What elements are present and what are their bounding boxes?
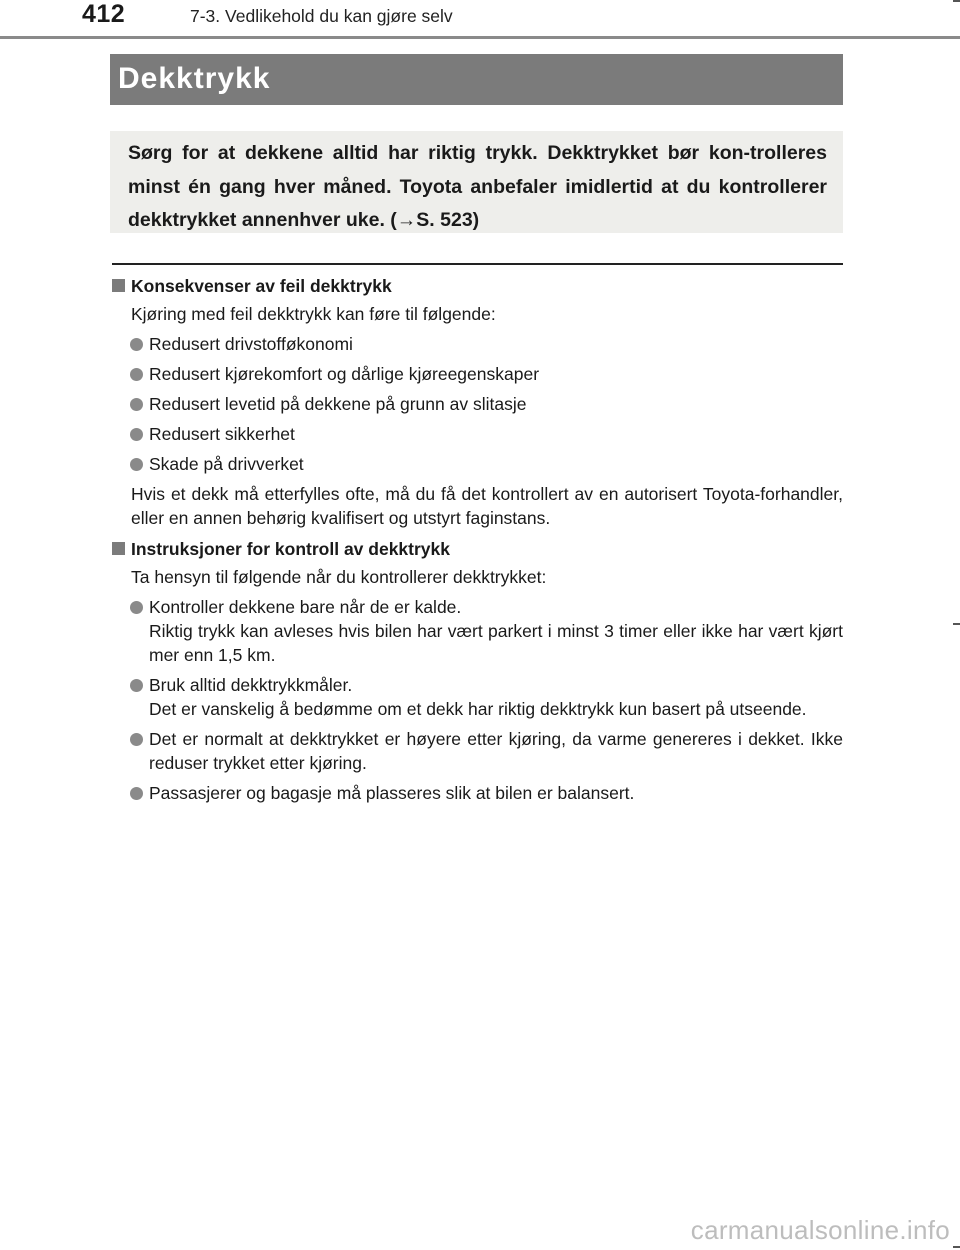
running-head: 7-3. Vedlikehold du kan gjøre selv	[190, 6, 453, 26]
circle-bullet-icon	[130, 601, 143, 614]
circle-bullet-icon	[130, 458, 143, 471]
square-bullet-icon	[112, 542, 125, 555]
list-item-detail: Riktig trykk kan avleses hvis bilen har vært parkert i minst 3 timer eller ikke har vært kjørt mer enn 1,5 km.	[149, 621, 843, 665]
content	[112, 274, 843, 811]
list-item	[112, 422, 843, 446]
list-item-text: Passasjerer og bagasje må plasseres slik at bilen er balansert.	[149, 783, 635, 803]
crop-mark-top	[953, 0, 960, 2]
list-item-text: Det er normalt at dekktrykket er høyere etter kjøring, da varme genereres i dekket. Ikke reduser trykket etter kjøring.	[149, 729, 843, 773]
circle-bullet-icon	[130, 733, 143, 746]
circle-bullet-icon	[130, 428, 143, 441]
list-item	[112, 781, 843, 805]
circle-bullet-icon	[130, 787, 143, 800]
list-item-text: Skade på drivverket	[149, 454, 304, 474]
list-item-text: Redusert levetid på dekkene på grunn av slitasje	[149, 394, 527, 414]
section-rule	[112, 263, 843, 265]
header-rule	[0, 36, 960, 39]
section-heading	[112, 537, 843, 561]
circle-bullet-icon	[130, 368, 143, 381]
page-number: 412	[82, 0, 126, 28]
crop-mark-right	[953, 623, 960, 625]
section-lead: Kjøring med feil dekktrykk kan føre til følgende:	[131, 304, 496, 324]
list-item	[112, 362, 843, 386]
section-closing: Hvis et dekk må etterfylles ofte, må du få det kontrollert av en autorisert Toyota-forhandler, eller en annen behørig kvalifisert og utstyrt faginstans.	[131, 484, 843, 528]
circle-bullet-icon	[130, 338, 143, 351]
square-bullet-icon	[112, 279, 125, 292]
list-item	[112, 673, 843, 721]
intro-text: Sørg for at dekkene alltid har riktig trykk. Dekktrykket bør kon-trolleres minst én gang hver måned. Toyota anbefaler imidlertid at du kontrollerer dekktrykket annenhver uke. (→S. 523)	[128, 142, 827, 231]
section-heading-text: Konsekvenser av feil dekktrykk	[131, 276, 392, 296]
circle-bullet-icon	[130, 679, 143, 692]
list-item-text: Redusert sikkerhet	[149, 424, 295, 444]
section-heading-text: Instruksjoner for kontroll av dekktrykk	[131, 539, 450, 559]
section-heading	[112, 274, 843, 298]
footer-watermark: carmanualsonline.info	[690, 1215, 950, 1245]
list-item-text: Kontroller dekkene bare når de er kalde.	[149, 597, 462, 617]
crop-mark-bottom	[953, 1246, 960, 1248]
page-title: Dekktrykk	[118, 62, 271, 95]
list-item-text: Bruk alltid dekktrykkmåler.	[149, 675, 353, 695]
circle-bullet-icon	[130, 398, 143, 411]
list-item	[112, 452, 843, 476]
intro-box	[110, 131, 843, 233]
list-item	[112, 392, 843, 416]
list-item-text: Redusert kjørekomfort og dårlige kjøreegenskaper	[149, 364, 540, 384]
list-item-text: Redusert drivstofføkonomi	[149, 334, 353, 354]
list-item	[112, 595, 843, 667]
title-bar	[110, 54, 843, 105]
list-item-detail: Det er vanskelig å bedømme om et dekk har riktig dekktrykk kun basert på utseende.	[149, 699, 807, 719]
section-lead: Ta hensyn til følgende når du kontrollerer dekktrykket:	[131, 567, 547, 587]
list-item	[112, 332, 843, 356]
list-item	[112, 727, 843, 775]
